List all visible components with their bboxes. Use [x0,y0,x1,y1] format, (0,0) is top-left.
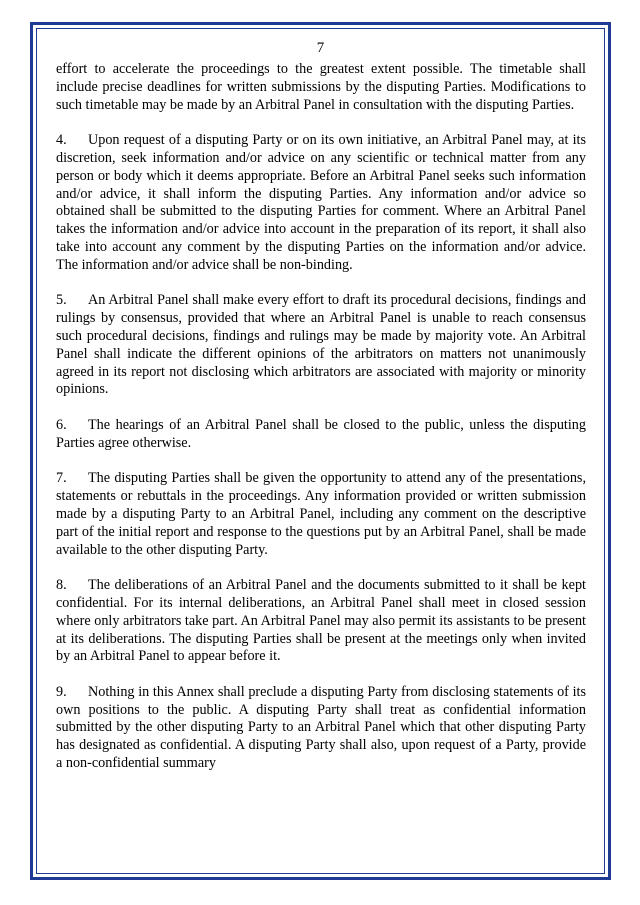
paragraph-number: 7. [56,470,67,487]
paragraph-5 [56,292,586,399]
paragraph-number: 6. [56,416,67,433]
document-body [56,61,586,791]
paragraph-number: 8. [56,577,67,594]
paragraph-text: The hearings of an Arbitral Panel shall be closed to the public, unless the disputing Parties agree otherwise. [56,416,586,451]
paragraph-4 [56,132,586,274]
paragraph-text: effort to accelerate the proceedings to the greatest extent possible. The timetable shall include precise deadlines for written submissions by the disputing Parties. Modifications to such timetable may be made by an Arbitral Panel in consultation with the disputing Parties. [56,61,586,113]
paragraph-text: The deliberations of an Arbitral Panel and the documents submitted to it shall be kept confidential. For its internal deliberations, an Arbitral Panel shall meet in closed session where only arbitrators take part. An Arbitral Panel may also permit its assistants to be present at its deliberations. The disputing Parties shall be present at the meetings only when invited by an Arbitral Panel to appear before it. [56,577,586,665]
paragraph-8 [56,577,586,666]
paragraph-continuation [56,61,586,114]
page-number: 7 [316,40,325,56]
paragraph-6 [56,417,586,453]
paragraph-number: 5. [56,292,67,309]
paragraph-text: Nothing in this Annex shall preclude a disputing Party from disclosing statements of its own positions to the public. A disputing Party shall treat as confidential information submitted by the other disputing Party to an Arbitral Panel which that other disputing Party has designated as confidential. A disputing Party shall also, upon request of a Party, provide a non-confidential summary [56,683,586,772]
paragraph-number: 9. [56,683,67,700]
paragraph-text: Upon request of a disputing Party or on its own initiative, an Arbitral Panel may, at its discretion, seek information and/or advice on any scientific or technical matter from any person or body which it deems appropriate. Before an Arbitral Panel seeks such information and/or advice, it shall inform the disputing Parties. Any information and/or advice so obtained shall be submitted to the disputing Parties for comment. Where an Arbitral Panel takes the information and/or advice into account in the preparation of its report, it shall also take into account any comment by the disputing Parties on the information and/or advice. The information and/or advice shall be non-binding. [56,132,586,273]
paragraph-text: The disputing Parties shall be given the opportunity to attend any of the presentations, statements or rebuttals in the proceedings. Any information provided or written submission made by a disputing Party to an Arbitral Panel, including any comment on the descriptive part of the initial report and response to the questions put by an Arbitral Panel, shall be made available to the other disputing Party. [56,470,586,558]
paragraph-text: An Arbitral Panel shall make every effort to draft its procedural decisions, findings and rulings by consensus, provided that where an Arbitral Panel is unable to reach consensus such procedural decisions, findings and rulings may be made by majority vote. An Arbitral Panel shall indicate the different opinions of the arbitrators on matters not unanimously agreed in its report not disclosing which arbitrators are associated with majority or minority opinions. [56,292,586,398]
paragraph-9 [56,684,586,773]
paragraph-number: 4. [56,132,67,149]
paragraph-7 [56,470,586,559]
